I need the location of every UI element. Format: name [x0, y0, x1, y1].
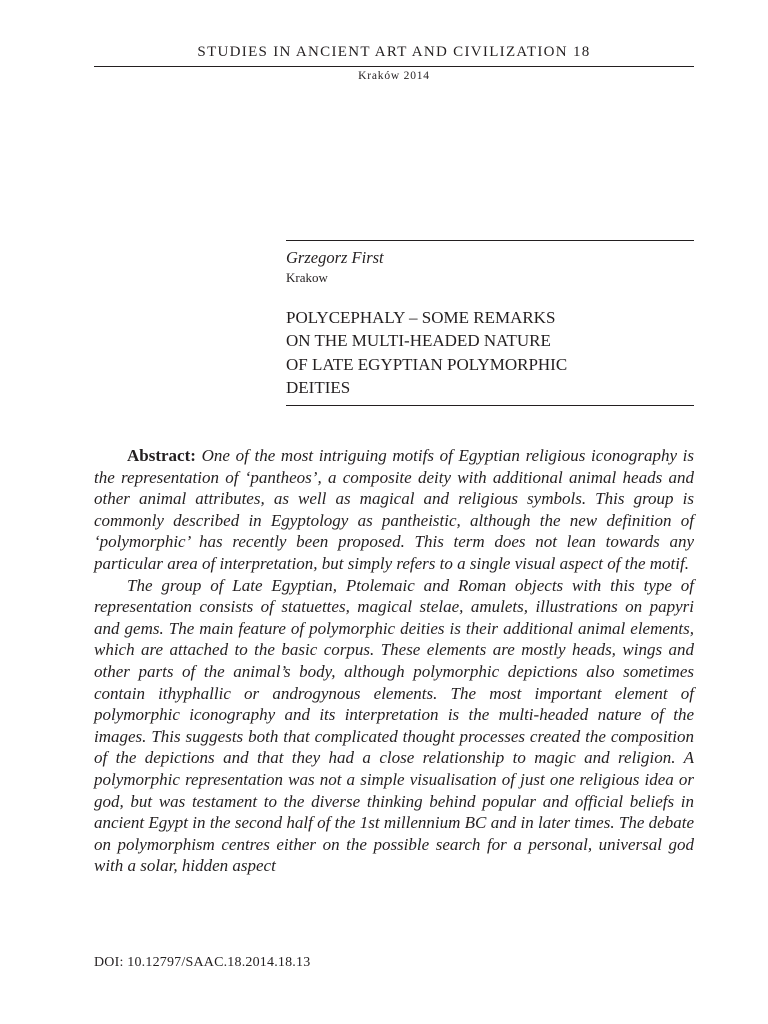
abstract-text: One of the most intriguing motifs of Egyptian religious iconography is the representation of ‘pantheos’, a composite deity with additional animal heads and other animal attributes, as well as magical and religious symbols. This group is commonly described in Egyptology as pantheistic, although the new definition of ‘polymorphic’ has recently been proposed. This term does not lean towards any particular area of interpretation, but simply refers to a single visual aspect of the motif.: [94, 446, 694, 573]
header-rule: [94, 66, 694, 67]
author-name: Grzegorz First: [286, 248, 384, 267]
title-line: POLYCEPHALY – SOME REMARKS: [286, 308, 556, 327]
author-affiliation: Krakow: [286, 270, 328, 285]
place-year: Kraków 2014: [358, 70, 430, 82]
doi: DOI: 10.12797/SAAC.18.2014.18.13: [94, 955, 311, 970]
abstract-label: Abstract:: [127, 446, 196, 465]
abstract-paragraph: [94, 445, 694, 575]
title-line: DEITIES: [286, 377, 351, 397]
article-top-rule: [286, 240, 694, 241]
body-paragraph: The group of Late Egyptian, Ptolemaic and Roman objects with this type of representation consists of statuettes, magical stelae, amulets, illustrations on papyri and gems. The main feature of polymorphic deities is their additional animal elements, which are attached to the basic corpus. These elements are mostly heads, wings and other parts of the animal’s body, although polymorphic depictions also sometimes contain ithyphallic or androgynous elements. The most important element of polymorphic iconography and its interpretation is the multi-headed nature of the images. This suggests both that complicated thought processes created the composition of the depictions and that they had a close relationship to magic and religion. A polymorphic representation was not a simple visualisation of just one religious idea or god, but was testament to the diverse thinking behind popular and official beliefs in ancient Egypt in the second half of the 1st millennium BC and in later times. The debate on polymorphism centres either on the possible search for a personal, universal god with a solar, hidden aspect: [94, 575, 694, 876]
article-title: [286, 306, 696, 399]
title-line: OF LATE EGYPTIAN POLYMORPHIC: [286, 354, 568, 374]
article-bottom-rule: [286, 405, 694, 406]
journal-title: STUDIES IN ANCIENT ART AND CIVILIZATION 18: [197, 44, 591, 60]
abstract-body: [94, 445, 694, 877]
title-line: ON THE MULTI-HEADED NATURE: [286, 331, 551, 351]
